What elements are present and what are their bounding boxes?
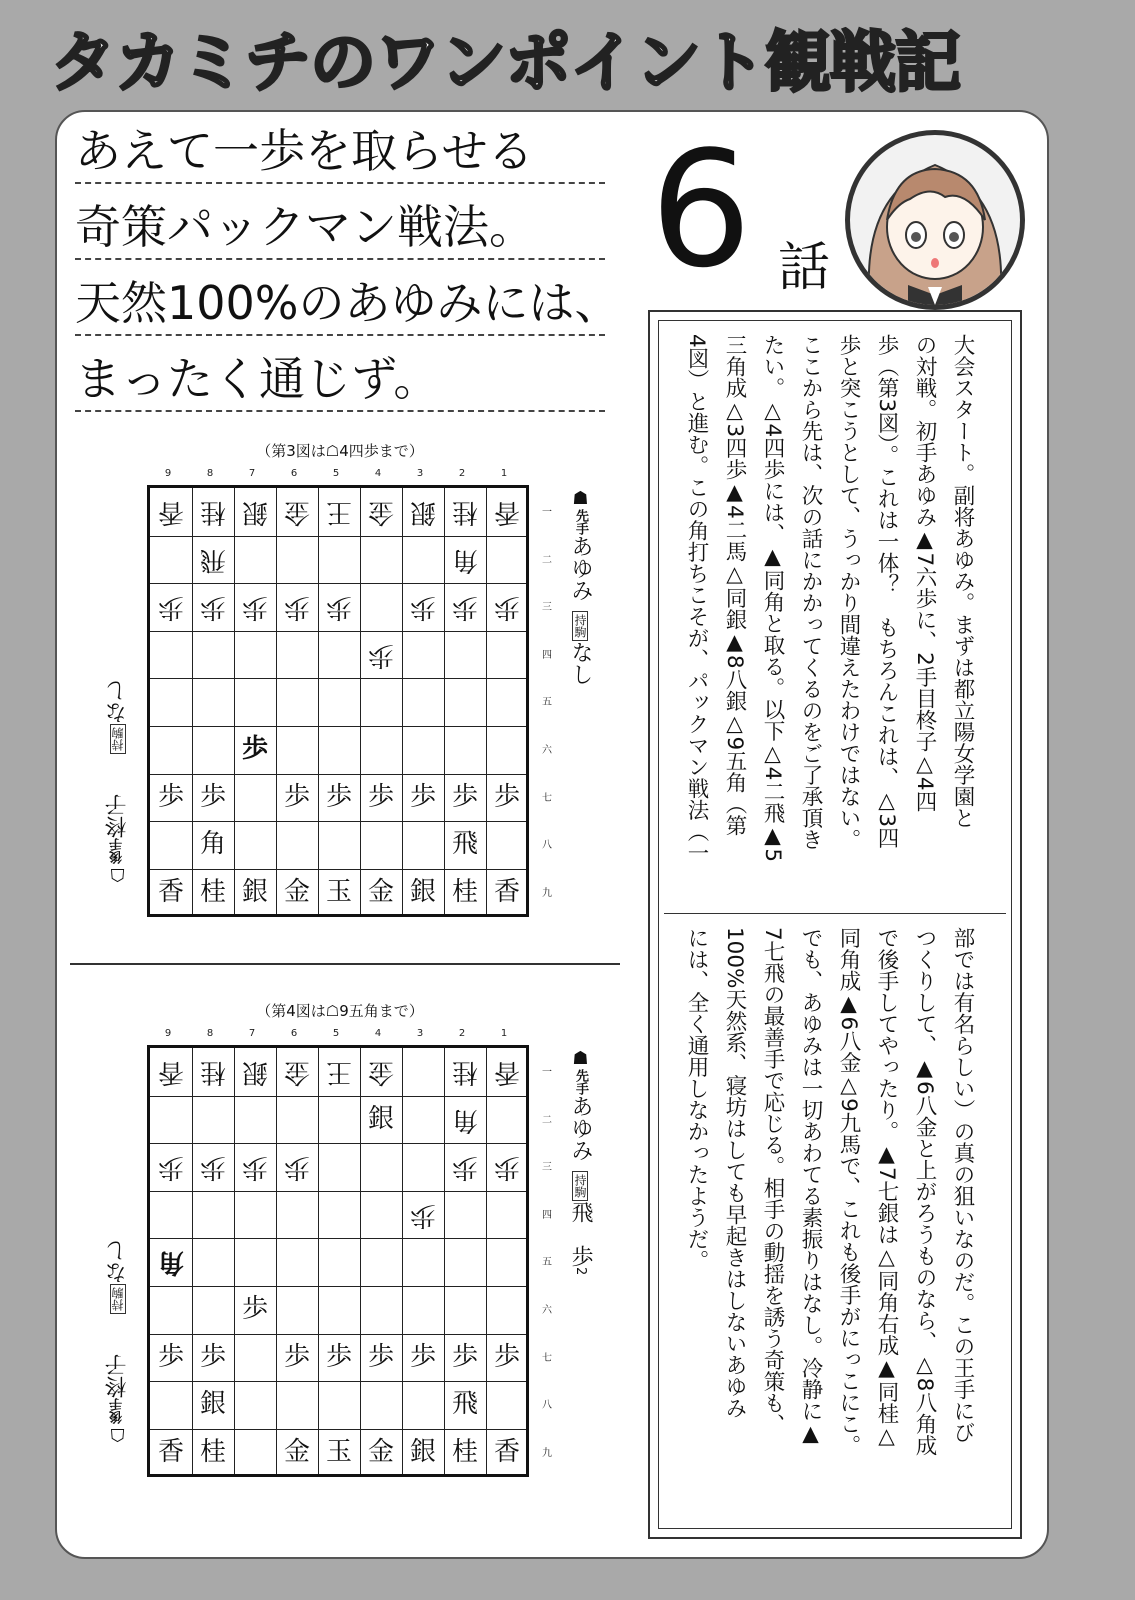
sente-hand: 飛 歩 (568, 1201, 593, 1267)
grid-line (150, 631, 526, 632)
page-title: タカミチのワンポイント観戦記 (50, 24, 960, 101)
shogi-piece: 王 (326, 497, 353, 527)
rank-label: 八 (542, 1400, 552, 1412)
file-label: 5 (332, 468, 340, 479)
rank-label: 一 (542, 1067, 552, 1078)
shogi-piece: 歩 (199, 1341, 226, 1372)
gote-hand-label: 持駒 (110, 1284, 126, 1314)
shogi-piece: 飛 (451, 829, 478, 860)
headline (75, 120, 621, 424)
rank-label: 二 (542, 554, 552, 566)
shogi-piece: 金 (284, 1057, 311, 1087)
commentary-column: つくりして、▲6八金と上がろうものなら、△8八角成 (912, 927, 937, 1456)
rank-label: 五 (542, 1257, 552, 1269)
shogi-piece: 歩 (283, 1341, 310, 1372)
shogi-board (147, 485, 529, 917)
grid-line (276, 1048, 277, 1474)
grid-line (276, 488, 277, 914)
file-label: 1 (500, 1028, 508, 1039)
shogi-piece: 歩 (451, 1341, 478, 1372)
shogi-piece: 桂 (199, 876, 226, 907)
commentary-column: 100%天然系、寝坊はしても早起きはしないあゆみ (722, 927, 747, 1419)
rank-label: 九 (542, 1447, 552, 1459)
sente-label: 先手 (573, 509, 588, 535)
gote-name: 柊子 (105, 794, 130, 838)
shogi-piece: 桂 (451, 1436, 478, 1467)
shogi-piece: 桂 (200, 1057, 227, 1087)
shogi-piece: 歩 (284, 1152, 311, 1183)
shogi-piece: 金 (368, 1057, 395, 1087)
rank-label: 三 (542, 602, 552, 614)
grid-line (150, 678, 526, 679)
shogi-piece: 香 (494, 497, 521, 527)
commentary-column: で後手してやったり。▲7七銀は△同角右成▲同桂△ (874, 927, 899, 1450)
shogi-piece: 歩 (493, 781, 520, 812)
commentary-column: 7七飛の最善手で応じる。相手の動揺を誘う奇策も、 (760, 927, 785, 1436)
rank-label: 一 (542, 507, 552, 518)
commentary-column: 歩と突こうとして、うっかり間違えたわけではない。 (836, 334, 861, 850)
sente-name: あゆみ (568, 535, 593, 601)
file-label: 8 (206, 468, 214, 479)
headline-line: まったく通じず。 (75, 348, 605, 412)
shogi-piece: 金 (283, 876, 310, 907)
file-label: 3 (416, 1028, 424, 1039)
shogi-piece: 歩 (241, 1294, 268, 1324)
file-label: 7 (248, 468, 256, 479)
shogi-piece: 歩 (452, 592, 479, 623)
diagram-separator (70, 963, 620, 965)
shogi-piece: 歩 (199, 781, 226, 812)
shogi-piece: 金 (367, 1436, 394, 1467)
diagram-caption: （第4図は☖9五角まで） (256, 1002, 424, 1020)
gote-hand-label: 持駒 (110, 724, 126, 754)
shogi-board (147, 1045, 529, 1477)
rank-label: 七 (542, 1352, 552, 1364)
commentary-column: でも、あゆみは一切あわてる素振りはなし。冷静に▲ (798, 927, 823, 1447)
character-portrait-icon (850, 135, 1020, 305)
grid-line (486, 1048, 487, 1474)
commentary-column: 歩（第3図）。これは一体？ もちろんこれは、△3四 (874, 334, 899, 849)
shogi-piece: 歩 (325, 781, 352, 812)
file-label: 6 (290, 468, 298, 479)
shogi-piece: 歩 (158, 1152, 185, 1183)
headline-line: 奇策パックマン戦法。 (75, 196, 605, 260)
commentary-column: 三角成△3四歩▲4二馬△同銀▲8八銀△9五角（第 (722, 334, 747, 837)
commentary-column: たい。△4四歩には、▲同角と取る。以下△4二飛▲5 (760, 334, 785, 863)
rank-label: 七 (542, 792, 552, 804)
shogi-piece: 歩 (409, 781, 436, 812)
commentary-column: ここから先は、次の話にかかってくるのをご了承頂き (798, 334, 823, 850)
commentary-divider (664, 913, 1006, 914)
shogi-piece: 香 (158, 1057, 185, 1087)
gote-name: 柊子 (105, 1354, 130, 1398)
shogi-piece: 飛 (200, 544, 227, 575)
gote-info (102, 680, 133, 885)
grid-line (318, 488, 319, 914)
sente-hand: なし (568, 641, 593, 685)
shogi-piece: 銀 (199, 1389, 226, 1420)
file-label: 7 (248, 1028, 256, 1039)
shogi-piece: 歩 (494, 592, 521, 623)
shogi-piece: 歩 (158, 592, 185, 623)
shogi-piece: 歩 (367, 781, 394, 812)
file-label: 9 (164, 1028, 172, 1039)
rank-label: 六 (542, 745, 552, 756)
shogi-piece: 香 (157, 1436, 184, 1467)
shogi-piece: 香 (494, 1057, 521, 1087)
file-label: 1 (500, 468, 508, 479)
shogi-piece: 香 (157, 876, 184, 907)
shogi-piece: 角 (452, 1104, 479, 1135)
shogi-piece: 角 (452, 544, 479, 575)
shogi-piece: 歩 (200, 1152, 227, 1183)
shogi-piece: 歩 (242, 592, 269, 623)
shogi-piece: 歩 (200, 592, 227, 623)
sente-hand-count: 2 (573, 1267, 588, 1276)
shogi-piece: 桂 (199, 1436, 226, 1467)
shogi-piece: 銀 (410, 497, 437, 527)
sente-mark: ☗ (570, 488, 591, 509)
gote-mark: ☖ (107, 864, 128, 885)
grid-line (150, 1238, 526, 1239)
shogi-piece: 角 (158, 1247, 185, 1278)
file-label: 4 (374, 1028, 382, 1039)
sente-label: 先手 (573, 1069, 588, 1095)
shogi-piece: 銀 (409, 1436, 436, 1467)
rank-label: 三 (542, 1162, 552, 1174)
commentary-column: 大会スタート。副将あゆみ。まずは都立陽女学園と (950, 334, 975, 829)
shogi-piece: 歩 (494, 1152, 521, 1183)
diagram-caption: （第3図は☖4四歩まで） (256, 442, 424, 460)
shogi-piece: 玉 (325, 1436, 352, 1467)
rank-label: 四 (542, 1209, 552, 1221)
grid-line (234, 488, 235, 914)
shogi-piece: 香 (158, 497, 185, 527)
commentary-column: の対戦。初手あゆみ▲7六歩に、2手目柊子△4四 (912, 334, 937, 813)
shogi-piece: 桂 (200, 497, 227, 527)
commentary-column: には、全く通用しなかったようだ。 (684, 927, 709, 1271)
shogi-piece: 歩 (452, 1152, 479, 1183)
shogi-piece: 桂 (452, 1057, 479, 1087)
shogi-piece: 銀 (241, 876, 268, 907)
shogi-piece: 銀 (242, 497, 269, 527)
rank-label: 八 (542, 840, 552, 852)
file-label: 4 (374, 468, 382, 479)
file-label: 5 (332, 1028, 340, 1039)
shogi-piece: 歩 (157, 781, 184, 812)
shogi-piece: 金 (283, 1436, 310, 1467)
headline-line: 天然100%のあゆみには、 (75, 272, 605, 336)
sente-hand-label: 持駒 (572, 1171, 588, 1201)
shogi-piece: 歩 (283, 781, 310, 812)
episode-number: 6 (650, 116, 752, 303)
shogi-piece: 金 (284, 497, 311, 527)
shogi-piece: 歩 (326, 592, 353, 623)
gote-info (102, 1240, 133, 1445)
rank-label: 四 (542, 649, 552, 661)
shogi-piece: 銀 (242, 1057, 269, 1087)
shogi-piece: 角 (199, 829, 226, 860)
gote-hand: なし (105, 680, 130, 724)
shogi-piece: 王 (326, 1057, 353, 1087)
rank-label: 六 (542, 1305, 552, 1316)
shogi-piece: 金 (367, 876, 394, 907)
episode-suffix: 話 (778, 238, 831, 298)
shogi-piece: 銀 (367, 1103, 394, 1134)
file-label: 2 (458, 468, 466, 479)
grid-line (150, 1286, 526, 1287)
headline-line: あえて一歩を取らせる (75, 120, 605, 184)
shogi-piece: 桂 (452, 497, 479, 527)
shogi-piece: 歩 (368, 639, 395, 670)
shogi-piece: 歩 (409, 1341, 436, 1372)
file-label: 2 (458, 1028, 466, 1039)
commentary-column: 部では有名らしい）の真の狙いなのだ。この王手にび (950, 927, 975, 1443)
character-avatar (845, 130, 1025, 310)
rank-label: 二 (542, 1114, 552, 1126)
rank-label: 九 (542, 887, 552, 899)
grid-line (402, 1048, 403, 1474)
gote-hand: なし (105, 1240, 130, 1284)
shogi-piece: 金 (368, 497, 395, 527)
shogi-piece: 玉 (325, 876, 352, 907)
shogi-piece: 香 (493, 876, 520, 907)
rank-label: 五 (542, 697, 552, 709)
grid-line (402, 488, 403, 914)
shogi-piece: 歩 (451, 781, 478, 812)
commentary-column: 同角成▲6八金△9九馬で、これも後手がにっこにこ。 (836, 927, 861, 1456)
sente-hand-label: 持駒 (572, 611, 588, 641)
shogi-piece: 歩 (367, 1341, 394, 1372)
shogi-piece: 歩 (242, 1152, 269, 1183)
gote-mark: ☖ (107, 1424, 128, 1445)
commentary-column: 4図）と進む。この角打ちこそが、パックマン戦法（一 (684, 334, 709, 864)
shogi-piece: 香 (493, 1436, 520, 1467)
shogi-piece: 歩 (241, 734, 268, 764)
file-label: 9 (164, 468, 172, 479)
shogi-piece: 歩 (410, 1199, 437, 1230)
shogi-piece: 飛 (451, 1389, 478, 1420)
file-label: 3 (416, 468, 424, 479)
shogi-piece: 歩 (493, 1341, 520, 1372)
file-label: 6 (290, 1028, 298, 1039)
grid-line (318, 1048, 319, 1474)
shogi-piece: 歩 (410, 592, 437, 623)
sente-mark: ☗ (570, 1048, 591, 1069)
sente-name: あゆみ (568, 1095, 593, 1161)
shogi-piece: 歩 (284, 592, 311, 623)
grid-line (486, 488, 487, 914)
grid-line (234, 1048, 235, 1474)
gote-label: 後手 (110, 1398, 125, 1424)
shogi-piece: 歩 (325, 1341, 352, 1372)
grid-line (150, 726, 526, 727)
shogi-piece: 歩 (157, 1341, 184, 1372)
sente-info (565, 488, 596, 685)
gote-label: 後手 (110, 838, 125, 864)
shogi-piece: 桂 (451, 876, 478, 907)
shogi-piece: 銀 (409, 876, 436, 907)
sente-info (565, 1048, 596, 1275)
grid-line (360, 488, 361, 914)
file-label: 8 (206, 1028, 214, 1039)
grid-line (150, 1191, 526, 1192)
commentary-box (648, 310, 1022, 1539)
